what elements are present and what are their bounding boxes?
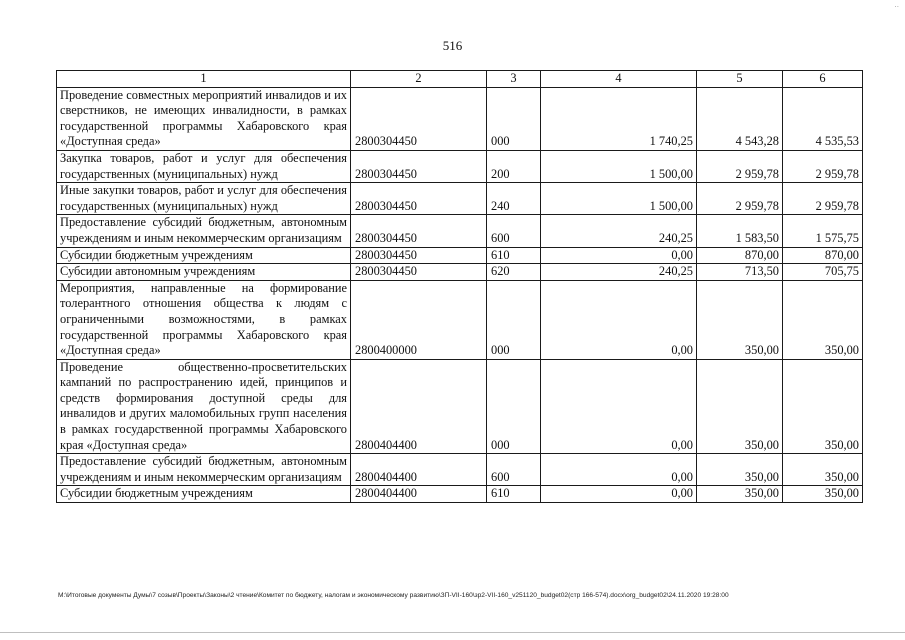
table-header-row [57, 71, 863, 88]
row-amount-3: 2 959,78 [783, 150, 863, 182]
row-vr: 620 [487, 264, 541, 281]
row-code: 2800304450 [351, 183, 487, 215]
table-row [57, 87, 863, 150]
table-row [57, 183, 863, 215]
row-code: 2800304450 [351, 87, 487, 150]
header-cell-amount-3: 6 [783, 71, 863, 88]
row-code: 2800304450 [351, 247, 487, 264]
row-code: 2800404400 [351, 359, 487, 454]
row-amount-2: 2 959,78 [697, 183, 783, 215]
row-amount-1: 1 500,00 [541, 183, 697, 215]
row-amount-2: 870,00 [697, 247, 783, 264]
row-amount-3: 350,00 [783, 280, 863, 359]
row-name: Мероприятия, направленные на формирование толерантного отношения общества к людям с ограниченными возможностями, в рамках государственной программы Хабаровского края «Доступная среда» [57, 280, 351, 359]
table-row [57, 264, 863, 281]
row-name: Закупка товаров, работ и услуг для обеспечения государственных (муниципальных) нужд [57, 150, 351, 182]
row-amount-2: 2 959,78 [697, 150, 783, 182]
row-vr: 000 [487, 280, 541, 359]
table-row [57, 280, 863, 359]
row-amount-3: 350,00 [783, 454, 863, 486]
row-code: 2800304450 [351, 264, 487, 281]
row-amount-1: 0,00 [541, 280, 697, 359]
row-name: Проведение общественно-просветительских кампаний по распространению идей, принципов и средств формирования доступной среды для инвалидов и других маломобильных групп населения в рамках государственной программы Хабаровского края «Доступная среда» [57, 359, 351, 454]
row-amount-2: 350,00 [697, 454, 783, 486]
row-amount-3: 1 575,75 [783, 215, 863, 247]
row-amount-2: 350,00 [697, 359, 783, 454]
row-code: 2800304450 [351, 215, 487, 247]
header-cell-code: 2 [351, 71, 487, 88]
row-vr: 610 [487, 247, 541, 264]
row-vr: 240 [487, 183, 541, 215]
row-amount-3: 4 535,53 [783, 87, 863, 150]
row-amount-3: 705,75 [783, 264, 863, 281]
row-amount-1: 0,00 [541, 454, 697, 486]
header-cell-name: 1 [57, 71, 351, 88]
table-row [57, 486, 863, 503]
row-amount-1: 0,00 [541, 247, 697, 264]
row-name: Предоставление субсидий бюджетным, автономным учреждениям и иным некоммерческим организациям [57, 215, 351, 247]
table-row [57, 359, 863, 454]
row-name: Субсидии бюджетным учреждениям [57, 247, 351, 264]
row-vr: 600 [487, 454, 541, 486]
row-amount-2: 4 543,28 [697, 87, 783, 150]
header-cell-amount-1: 4 [541, 71, 697, 88]
row-name: Субсидии бюджетным учреждениям [57, 486, 351, 503]
row-code: 2800400000 [351, 280, 487, 359]
row-vr: 200 [487, 150, 541, 182]
page-number: 516 [442, 38, 463, 53]
row-name: Предоставление субсидий бюджетным, автономным учреждениям и иным некоммерческим организациям [57, 454, 351, 486]
row-vr: 000 [487, 87, 541, 150]
row-amount-3: 870,00 [783, 247, 863, 264]
table-row [57, 215, 863, 247]
scan-corner-mark: .. [894, 0, 899, 9]
row-name: Иные закупки товаров, работ и услуг для обеспечения государственных (муниципальных) нужд [57, 183, 351, 215]
row-amount-3: 350,00 [783, 359, 863, 454]
table-row [57, 247, 863, 264]
row-vr: 600 [487, 215, 541, 247]
row-vr: 000 [487, 359, 541, 454]
row-code: 2800404400 [351, 486, 487, 503]
bottom-divider [0, 632, 905, 633]
row-amount-1: 240,25 [541, 264, 697, 281]
row-name: Субсидии автономным учреждениям [57, 264, 351, 281]
budget-table [56, 70, 863, 503]
row-amount-3: 350,00 [783, 486, 863, 503]
row-amount-2: 350,00 [697, 280, 783, 359]
row-amount-1: 1 740,25 [541, 87, 697, 150]
row-amount-3: 2 959,78 [783, 183, 863, 215]
table-row [57, 150, 863, 182]
row-amount-1: 0,00 [541, 486, 697, 503]
header-cell-amount-2: 5 [697, 71, 783, 88]
row-code: 2800304450 [351, 150, 487, 182]
row-amount-1: 1 500,00 [541, 150, 697, 182]
row-amount-1: 240,25 [541, 215, 697, 247]
table-row [57, 454, 863, 486]
row-amount-1: 0,00 [541, 359, 697, 454]
header-cell-vr: 3 [487, 71, 541, 88]
footer-file-path: M:\Итоговые документы Думы\7 созыв\Проекты\Законы\2 чтение\Комитет по бюджету, налогам и экономическому развитию\ЗП-VII-160\зр2-VII-160_v251120_budget02(стр 166-574).docx\org_budget02\24.11.2020 19:28:00 [58, 592, 729, 599]
row-vr: 610 [487, 486, 541, 503]
row-amount-2: 713,50 [697, 264, 783, 281]
row-amount-2: 350,00 [697, 486, 783, 503]
row-amount-2: 1 583,50 [697, 215, 783, 247]
row-code: 2800404400 [351, 454, 487, 486]
row-name: Проведение совместных мероприятий инвалидов и их сверстников, не имеющих инвалидности, в рамках государственной программы Хабаровского края «Доступная среда» [57, 87, 351, 150]
